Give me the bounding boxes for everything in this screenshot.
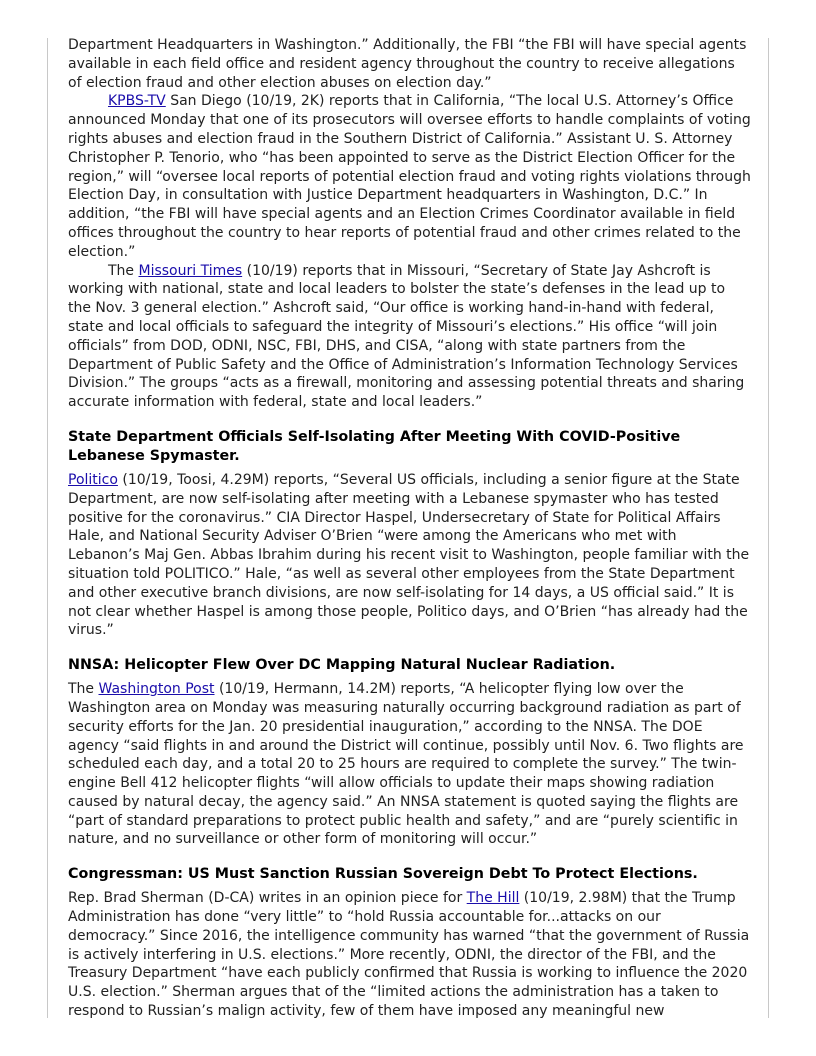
source-link-washington-post[interactable]: Washington Post [98,681,215,698]
source-link-kpbs[interactable]: KPBS-TV [108,93,166,110]
headline: Congressman: US Must Sanction Russian Sovereign Debt To Protect Elections. [68,866,698,883]
paragraph: Politico (10/19, Toosi, 4.29M) reports, “Several US officials, including a senior figure at the State Department, are now self-isolating after meeting with a Lebanese spymaster who has tested positive for the coronavirus.” CIA Director Haspel, Undersecretary of State for Political Affairs Hale, and National Security Adviser O’Brien “were among the Americans who met with Lebanon’s Maj Gen. Abbas Ibrahim during his recent visit to Washington, people familiar with the situation told POLITICO.” Hale, “as well as several other employees from the State Department and other executive branch divisions, are now self-isolating for 14 days, a US official said.” It is not clear whether Haspel is among those people, Politico days, and O’Brien “has already had the virus.” [68,471,750,639]
headline: NNSA: Helicopter Flew Over DC Mapping Natural Nuclear Radiation. [68,657,616,674]
paragraph: The Washington Post (10/19, Hermann, 14.2M) reports, “A helicopter flying low over the Washington area on Monday was measuring naturally occurring background radiation as part of security efforts for the Jan. 20 presidential inauguration,” according to the NNSA. The DOE agency “said flights in and around the District will continue, possibly until Nov. 6. Two flights are scheduled each day, and a total 20 to 25 hours are required to complete the survey.” The twin-engine Bell 412 helicopter flights “will allow officials to update their maps showing radiation caused by natural decay, the agency said.” An NNSA statement is quoted saying the flights are “part of standard preparations to protect public health and safety,” and are “purely scientific in nature, and no surveillance or other form of monitoring will occur.” [68,681,744,848]
source-link-politico[interactable]: Politico [68,471,118,488]
paragraph: KPBS-TV San Diego (10/19, 2K) reports that in California, “The local U.S. Attorney’s Office announced Monday that one of its prosecutors will oversee efforts to handle complaints of voting rights abuses and election fraud in the Southern District of California.” Assistant U. S. Attorney Christopher P. Tenorio, who “has been appointed to serve as the District Election Officer for the region,” will “oversee local reports of potential election fraud and voting rights violations through Election Day, in consultation with Justice Department headquarters in Washington, D.C.” In addition, “the FBI will have special agents and an Election Crimes Coordinator available in field offices throughout the country to hear reports of potential fraud and other crimes related to the election.” [68,93,751,260]
paragraph: Rep. Brad Sherman (D-CA) writes in an opinion piece for The Hill (10/19, 2.98M) that the Trump Administration has done “very little” to “hold Russia accountable for...attacks on our democracy.” Since 2016, the intelligence community has warned “that the government of Russia is actively interfering in U.S. elections.” More recently, ODNI, the director of the FBI, and the Treasury Department “have each publicly confirmed that Russia is working to influence the 2020 U.S. election.” Sherman argues that of the “limited actions the administration has a taken to respond to Russian’s malign activity, few of them have imposed any meaningful new [68,890,750,1020]
source-link-missouri-times[interactable]: Missouri Times [138,262,243,279]
headline: State Department Officials Self-Isolating After Meeting With COVID-Positive Lebanese Spymaster. [68,428,681,464]
page-border-left [47,38,48,1018]
paragraph: Department Headquarters in Washington.” Additionally, the FBI “the FBI will have special agents available in each field office and resident agency throughout the country to receive allegations of election fraud and other election abuses on election day.” [68,37,747,91]
source-link-the-hill[interactable]: The Hill [466,890,520,907]
paragraph: The Missouri Times (10/19) reports that in Missouri, “Secretary of State Jay Ashcroft is working with national, state and local leaders to bolster the state’s defenses in the lead up to the Nov. 3 general election.” Ashcroft said, “Our office is working hand-in-hand with federal, state and local officials to safeguard the integrity of Missouri’s elections.” His office “will join officials” from DOD, ODNI, NSC, FBI, DHS, and CISA, “along with state partners from the Department of Public Safety and the Office of Administration’s Information Technology Services Division.” The groups “acts as a firewall, monitoring and assessing potential threats and sharing accurate information with federal, state and local leaders.” [68,262,745,411]
document-page [68,36,752,1021]
page-border-right [768,38,769,1018]
